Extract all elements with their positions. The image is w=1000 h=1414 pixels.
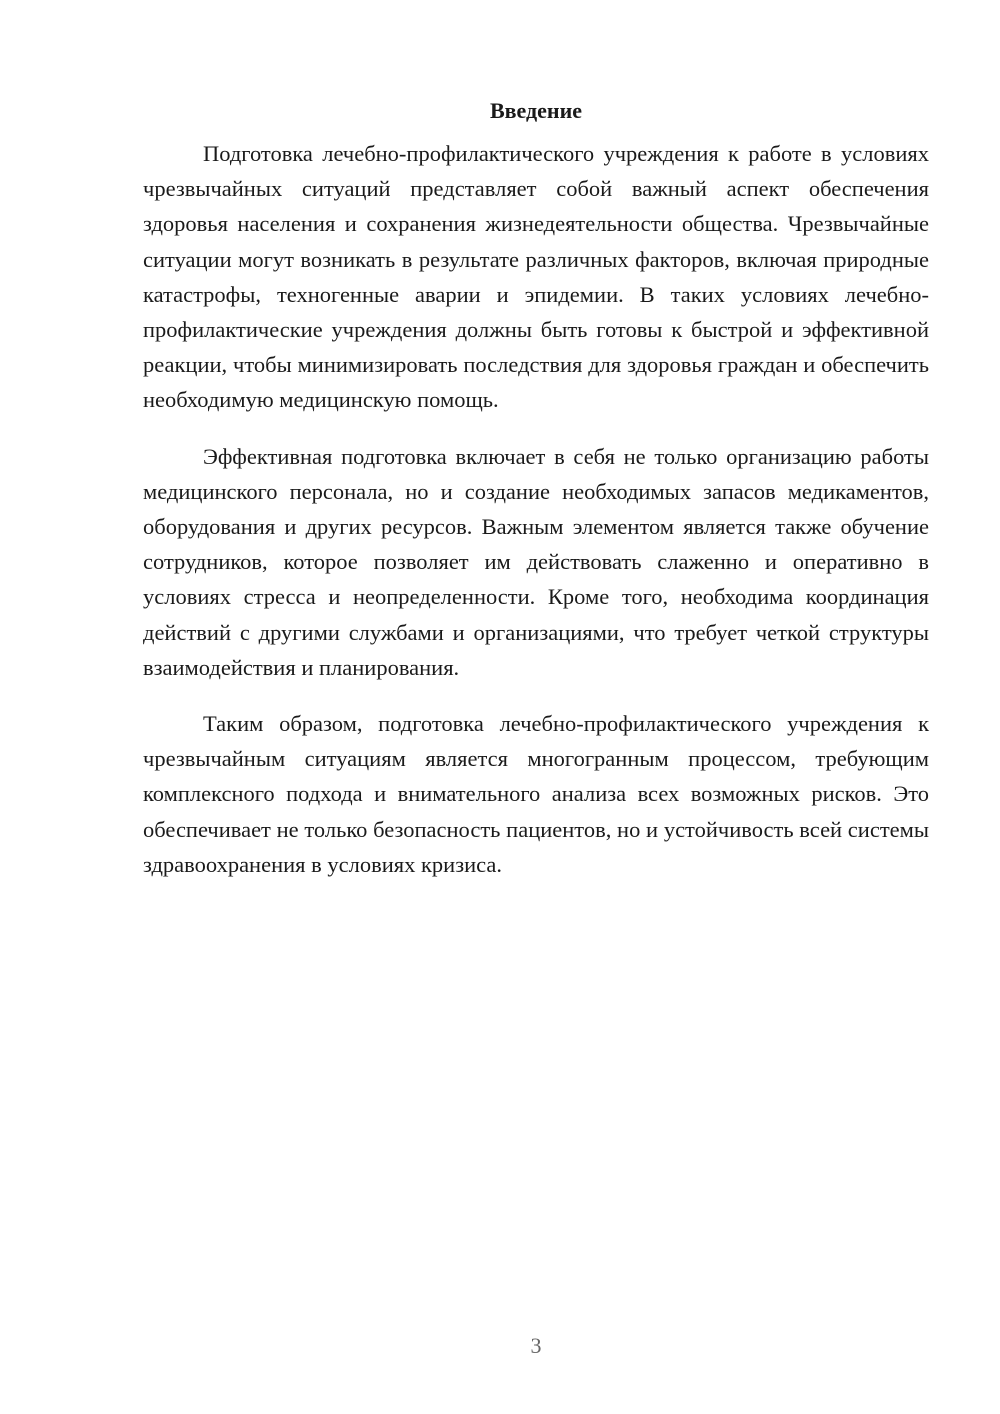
paragraph-1: Подготовка лечебно-профилактического учреждения к работе в условиях чрезвычайных ситуаций представляет собой важный аспект обеспечения здоровья населения и сохранения жизнедеятельности общества. Чрезвычайные ситуации могут возникать в результате различных факторов, включая природные катастрофы, техногенные аварии и эпидемии. В таких условиях лечебно-профилактические учреждения должны быть готовы к быстрой и эффективной реакции, чтобы минимизировать последствия для здоровья граждан и обеспечить необходимую медицинскую помощь. xyxy=(143,141,929,413)
paragraph-3: Таким образом, подготовка лечебно-профилактического учреждения к чрезвычайным ситуациям является многогранным процессом, требующим комплексного подхода и внимательного анализа всех возможных рисков. Это обеспечивает не только безопасность пациентов, но и устойчивость всей системы здравоохранения в условиях кризиса. xyxy=(143,711,929,877)
section-title: Введение xyxy=(489,98,583,123)
page-content xyxy=(143,96,929,903)
page-number: 3 xyxy=(530,1333,542,1358)
paragraph-2: Эффективная подготовка включает в себя не только организацию работы медицинского персонала, но и создание необходимых запасов медикаментов, оборудования и других ресурсов. Важным элементом является также обучение сотрудников, которое позволяет им действовать слаженно и оперативно в условиях стресса и неопределенности. Кроме того, необходима координация действий с другими службами и организациями, что требует четкой структуры взаимодействия и планирования. xyxy=(143,443,929,680)
